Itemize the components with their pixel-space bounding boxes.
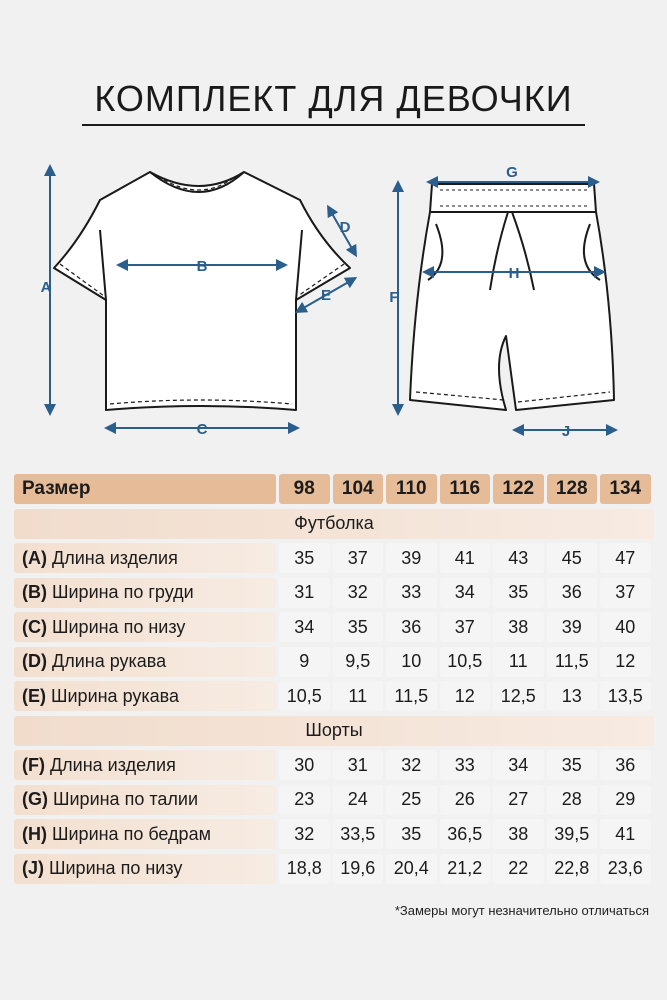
dim-label-c: C xyxy=(196,421,208,438)
table-row xyxy=(14,785,654,815)
table-cell: 13 xyxy=(547,681,598,711)
table-cell: 36 xyxy=(600,750,651,780)
row-label xyxy=(14,819,276,849)
row-code: (J) xyxy=(22,858,44,878)
row-code: (G) xyxy=(22,789,48,809)
row-label xyxy=(14,785,276,815)
header-label: Размер xyxy=(14,474,276,504)
size-98: 98 xyxy=(279,474,330,504)
table-row xyxy=(14,543,654,573)
row-label-text: Длина изделия xyxy=(49,754,176,775)
table-cell: 35 xyxy=(279,543,330,573)
row-label xyxy=(14,647,276,677)
row-label xyxy=(14,681,276,711)
row-code: (F) xyxy=(22,754,45,775)
row-code: (B) xyxy=(22,582,47,602)
table-cell: 33 xyxy=(386,578,437,608)
table-cell: 41 xyxy=(600,819,651,849)
table-header xyxy=(14,474,654,504)
row-label-text: Длина изделия xyxy=(52,547,178,568)
table-cell: 40 xyxy=(600,612,651,642)
size-table xyxy=(14,474,654,888)
row-code: (H) xyxy=(22,823,47,844)
row-label-text: Ширина по низу xyxy=(49,858,183,878)
table-cell: 30 xyxy=(279,750,330,780)
page-title: КОМПЛЕКТ ДЛЯ ДЕВОЧКИ xyxy=(94,78,573,119)
row-label-text: Ширина рукава xyxy=(51,685,180,706)
table-row xyxy=(14,612,654,642)
garment-illustrations xyxy=(0,0,667,470)
row-label xyxy=(14,854,276,884)
table-cell: 45 xyxy=(547,543,598,573)
table-cell: 23 xyxy=(279,785,330,815)
table-cell: 24 xyxy=(333,785,384,815)
table-cell: 13,5 xyxy=(600,681,651,711)
table-cell: 37 xyxy=(333,543,384,573)
table-cell: 10,5 xyxy=(440,647,491,677)
table-cell: 11,5 xyxy=(386,681,437,711)
size-110: 110 xyxy=(386,474,437,504)
table-row xyxy=(14,681,654,711)
row-label-text: Ширина по груди xyxy=(52,582,194,602)
dim-label-b: B xyxy=(196,258,208,275)
table-cell: 39 xyxy=(547,612,598,642)
table-cell: 22,8 xyxy=(547,854,598,884)
table-cell: 32 xyxy=(386,750,437,780)
table-cell: 38 xyxy=(493,612,544,642)
table-cell: 10,5 xyxy=(279,681,330,711)
row-label xyxy=(14,750,276,780)
row-label xyxy=(14,578,276,608)
table-cell: 9,5 xyxy=(333,647,384,677)
table-cell: 26 xyxy=(440,785,491,815)
table-row xyxy=(14,854,654,884)
section-shorts: Шорты xyxy=(14,716,654,746)
table-row xyxy=(14,750,654,780)
dim-label-e: E xyxy=(320,287,332,304)
row-code: (D) xyxy=(22,651,47,671)
table-cell: 20,4 xyxy=(386,854,437,884)
row-label-text: Длина рукава xyxy=(52,651,167,671)
table-cell: 34 xyxy=(279,612,330,642)
table-cell: 12 xyxy=(600,647,651,677)
row-code: (C) xyxy=(22,616,47,637)
size-134: 134 xyxy=(600,474,651,504)
table-cell: 35 xyxy=(547,750,598,780)
table-cell: 35 xyxy=(493,578,544,608)
table-row xyxy=(14,647,654,677)
table-cell: 32 xyxy=(333,578,384,608)
table-cell: 39 xyxy=(386,543,437,573)
table-cell: 31 xyxy=(279,578,330,608)
table-cell: 23,6 xyxy=(600,854,651,884)
table-cell: 35 xyxy=(333,612,384,642)
row-label-text: Ширина по талии xyxy=(53,789,198,809)
table-cell: 12,5 xyxy=(493,681,544,711)
dim-label-h: H xyxy=(508,265,520,282)
measurement-note: *Замеры могут незначительно отличаться xyxy=(394,903,649,918)
table-cell: 11,5 xyxy=(547,647,598,677)
table-cell: 36 xyxy=(547,578,598,608)
size-104: 104 xyxy=(333,474,384,504)
table-cell: 22 xyxy=(493,854,544,884)
table-cell: 27 xyxy=(493,785,544,815)
dim-label-g: G xyxy=(506,164,518,181)
dim-label-j: J xyxy=(561,423,571,440)
dim-label-a: A xyxy=(40,279,52,296)
table-cell: 9 xyxy=(279,647,330,677)
table-cell: 10 xyxy=(386,647,437,677)
table-cell: 43 xyxy=(493,543,544,573)
table-cell: 12 xyxy=(440,681,491,711)
size-128: 128 xyxy=(547,474,598,504)
dim-label-d: D xyxy=(339,219,351,236)
row-label-text: Ширина по бедрам xyxy=(52,823,211,844)
table-cell: 36,5 xyxy=(440,819,491,849)
table-cell: 36 xyxy=(386,612,437,642)
table-cell: 33 xyxy=(440,750,491,780)
size-116: 116 xyxy=(440,474,491,504)
table-cell: 38 xyxy=(493,819,544,849)
table-cell: 37 xyxy=(600,578,651,608)
table-cell: 37 xyxy=(440,612,491,642)
table-cell: 25 xyxy=(386,785,437,815)
table-cell: 35 xyxy=(386,819,437,849)
table-cell: 33,5 xyxy=(333,819,384,849)
table-cell: 11 xyxy=(333,681,384,711)
table-row xyxy=(14,819,654,849)
tshirt-drawing xyxy=(54,172,350,410)
row-code: (E) xyxy=(22,685,46,706)
table-cell: 34 xyxy=(440,578,491,608)
table-cell: 31 xyxy=(333,750,384,780)
table-cell: 39,5 xyxy=(547,819,598,849)
table-cell: 34 xyxy=(493,750,544,780)
row-label xyxy=(14,612,276,642)
table-cell: 28 xyxy=(547,785,598,815)
table-cell: 19,6 xyxy=(333,854,384,884)
table-cell: 18,8 xyxy=(279,854,330,884)
table-cell: 47 xyxy=(600,543,651,573)
table-cell: 32 xyxy=(279,819,330,849)
table-cell: 41 xyxy=(440,543,491,573)
size-122: 122 xyxy=(493,474,544,504)
row-label-text: Ширина по низу xyxy=(52,616,186,637)
table-row xyxy=(14,578,654,608)
row-label xyxy=(14,543,276,573)
section-tshirt: Футболка xyxy=(14,509,654,539)
table-cell: 29 xyxy=(600,785,651,815)
shorts-drawing xyxy=(410,184,614,410)
table-cell: 11 xyxy=(493,647,544,677)
dim-label-f: F xyxy=(389,289,399,306)
row-code: (A) xyxy=(22,547,47,568)
table-cell: 21,2 xyxy=(440,854,491,884)
